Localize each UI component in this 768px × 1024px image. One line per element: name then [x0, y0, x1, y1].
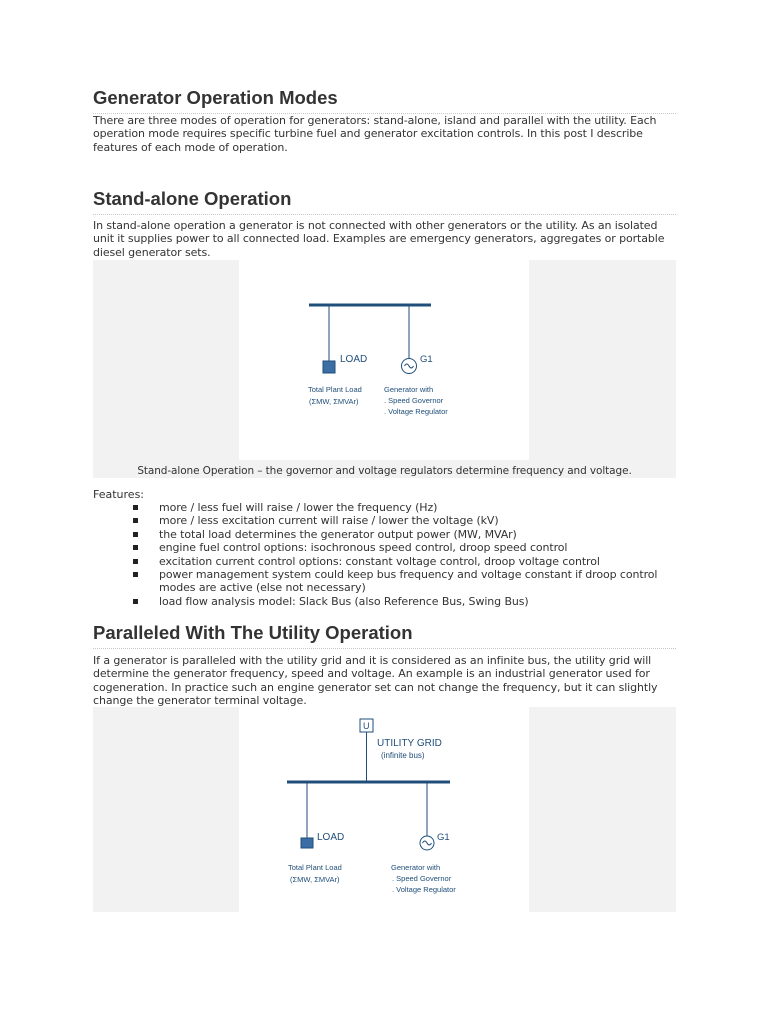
- feature-item: the total load determines the generator output power (MW, MVAr): [133, 528, 676, 541]
- generator-desc-3: . Voltage Regulator: [392, 885, 456, 894]
- bullet-icon: [133, 599, 138, 604]
- load-desc-1: Total Plant Load: [288, 863, 342, 872]
- load-box: [323, 361, 335, 373]
- generator-desc-3: . Voltage Regulator: [384, 407, 448, 416]
- generator-label: G1: [420, 354, 433, 365]
- features-list: [93, 501, 676, 608]
- load-box: [301, 838, 313, 848]
- standalone-figure: [93, 260, 676, 478]
- paralleled-one-line-diagram: [239, 707, 529, 912]
- load-desc-1: Total Plant Load: [308, 385, 362, 394]
- heading-paralleled-operation: Paralleled With The Utility Operation: [93, 622, 676, 649]
- paralleled-diagram-panel: [239, 707, 529, 912]
- standalone-diagram-panel: [239, 260, 529, 460]
- utility-label: UTILITY GRID: [377, 738, 442, 749]
- feature-item: power management system could keep bus frequency and voltage constant if droop control modes are active (else not necessary): [133, 568, 676, 595]
- generator-label: G1: [437, 832, 450, 843]
- load-desc-2: (ΣMW, ΣMVAr): [309, 397, 359, 406]
- standalone-paragraph: In stand-alone operation a generator is not connected with other generators or the utility. As an isolated unit it supplies power to all connected load. Examples are emergency generators, aggregates or portable diesel generator sets.: [93, 219, 665, 259]
- generator-desc-2: . Speed Governor: [392, 874, 452, 883]
- standalone-one-line-diagram: [239, 260, 529, 460]
- bullet-icon: [133, 532, 138, 537]
- utility-symbol: U: [363, 721, 370, 731]
- load-label: LOAD: [340, 354, 368, 365]
- bullet-icon: [133, 505, 138, 510]
- load-desc-2: (ΣMW, ΣMVAr): [290, 875, 340, 884]
- features-label: Features:: [93, 488, 145, 501]
- feature-item: engine fuel control options: isochronous speed control, droop speed control: [133, 541, 676, 554]
- heading-standalone-operation: Stand-alone Operation: [93, 188, 676, 215]
- bullet-icon: [133, 518, 138, 523]
- feature-item: load flow analysis model: Slack Bus (also Reference Bus, Swing Bus): [133, 595, 676, 608]
- bullet-icon: [133, 572, 138, 577]
- bullet-icon: [133, 559, 138, 564]
- paralleled-paragraph: If a generator is paralleled with the utility grid and it is considered as an infinite bus, the utility grid will determine the generator frequency, speed and voltage. An example is an industrial generator used for cogeneration. In practice such an engine generator set can not change the frequency, but it can slightly change the generator terminal voltage.: [93, 654, 658, 708]
- generator-desc-2: . Speed Governor: [384, 396, 444, 405]
- feature-item: more / less fuel will raise / lower the frequency (Hz): [133, 501, 676, 514]
- intro-paragraph: There are three modes of operation for generators: stand-alone, island and parallel with the utility. Each operation mode requires specific turbine fuel and generator excitation controls. In this post I describe features of each mode of operation.: [93, 114, 657, 154]
- bullet-icon: [133, 545, 138, 550]
- heading-generator-operation-modes: Generator Operation Modes: [93, 87, 676, 114]
- load-label: LOAD: [317, 832, 345, 843]
- standalone-caption: Stand-alone Operation – the governor and voltage regulators determine frequency and voltage.: [137, 465, 632, 477]
- utility-sublabel: (infinite bus): [381, 751, 425, 760]
- feature-item: more / less excitation current will raise / lower the voltage (kV): [133, 514, 676, 527]
- paralleled-figure: [93, 707, 676, 912]
- generator-desc-1: Generator with: [391, 863, 441, 872]
- generator-desc-1: Generator with: [384, 385, 434, 394]
- feature-item: excitation current control options: constant voltage control, droop voltage control: [133, 555, 676, 568]
